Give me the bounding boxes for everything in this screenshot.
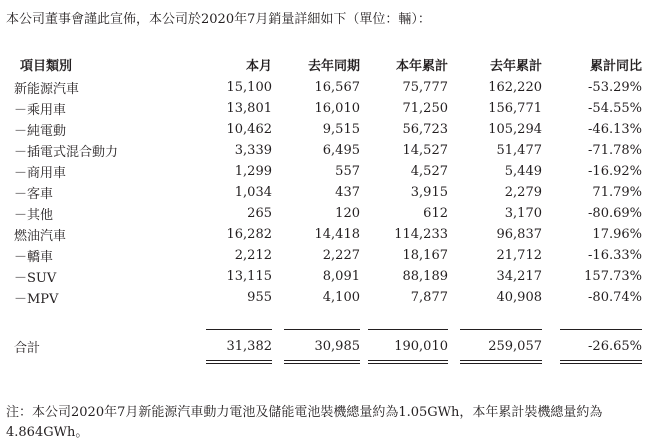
table-row [14, 203, 642, 224]
row-value: 2,212 [234, 248, 272, 263]
row-value: 9,515 [322, 122, 360, 137]
table-row [14, 77, 642, 98]
intro-text: 本公司董事會謹此宣佈，本公司於2020年7月銷量詳細如下（單位：輛）： [6, 12, 431, 27]
total-double-rule [14, 358, 642, 368]
row-category: －轎車 [14, 250, 54, 265]
row-value: 4,100 [322, 290, 360, 305]
row-value: 3,170 [504, 206, 542, 221]
table-row [14, 224, 642, 245]
table-row [14, 98, 642, 119]
total-this-month: 31,382 [226, 338, 272, 354]
row-value: -53.29% [588, 80, 642, 95]
row-value: 157.73% [584, 269, 642, 284]
row-value: 955 [247, 290, 272, 305]
row-category: 新能源汽車 [14, 82, 80, 97]
row-value: 18,167 [402, 248, 448, 263]
row-value: -71.78% [588, 143, 642, 158]
row-category: －純電動 [14, 124, 67, 139]
row-value: 2,227 [322, 248, 360, 263]
row-category: －其他 [14, 208, 54, 223]
row-value: 6,495 [322, 143, 360, 158]
row-value: 612 [423, 206, 448, 221]
table-row [14, 182, 642, 203]
header-ytd-yoy: 累計同比 [589, 59, 642, 74]
row-value: 16,567 [314, 80, 360, 95]
row-value: 96,837 [496, 227, 542, 242]
header-this-month: 本月 [245, 59, 272, 74]
row-value: 437 [335, 185, 360, 200]
sales-table [14, 50, 642, 368]
row-category: －乘用車 [14, 103, 67, 118]
row-value: 4,527 [410, 164, 448, 179]
total-label: 合計 [14, 340, 41, 356]
table-header-row [14, 50, 642, 77]
row-value: 2,279 [504, 185, 542, 200]
total-last-year-ytd: 259,057 [488, 338, 542, 354]
row-value: -54.55% [588, 101, 642, 116]
row-value: -16.92% [588, 164, 642, 179]
row-value: 56,723 [402, 122, 448, 137]
row-value: -80.74% [588, 290, 642, 305]
row-category: －SUV [14, 271, 57, 286]
row-value: 3,339 [234, 143, 272, 158]
row-value: 16,282 [226, 227, 272, 242]
row-value: 10,462 [226, 122, 272, 137]
row-value: 75,777 [402, 80, 448, 95]
total-ytd: 190,010 [394, 338, 448, 354]
row-value: 156,771 [488, 101, 542, 116]
row-category: －商用車 [14, 166, 67, 181]
subtotal-rule [14, 324, 642, 334]
header-ytd: 本年累計 [395, 59, 448, 74]
row-value: -80.69% [588, 206, 642, 221]
table-row [14, 287, 642, 308]
row-value: 105,294 [488, 122, 542, 137]
row-value: 14,418 [314, 227, 360, 242]
row-value: 557 [335, 164, 360, 179]
total-same-period: 30,985 [314, 338, 360, 354]
header-last-year-ytd: 去年累計 [489, 59, 542, 74]
row-value: 13,801 [226, 101, 272, 116]
row-value: 1,034 [234, 185, 272, 200]
row-value: 162,220 [488, 80, 542, 95]
row-category: －客車 [14, 187, 54, 202]
row-value: 34,217 [496, 269, 542, 284]
row-value: 15,100 [226, 80, 272, 95]
row-value: 40,908 [496, 290, 542, 305]
row-category: 燃油汽車 [14, 229, 67, 244]
row-value: 71.79% [592, 185, 642, 200]
total-yoy: -26.65% [588, 338, 642, 354]
row-value: 114,233 [394, 227, 448, 242]
table-row [14, 119, 642, 140]
table-row [14, 140, 642, 161]
row-category: －MPV [14, 292, 59, 307]
row-value: 13,115 [226, 269, 272, 284]
row-value: 51,477 [496, 143, 542, 158]
row-value: 120 [335, 206, 360, 221]
row-value: 71,250 [402, 101, 448, 116]
row-value: 16,010 [314, 101, 360, 116]
table-row-total [14, 334, 642, 358]
row-value: 1,299 [234, 164, 272, 179]
row-value: 21,712 [496, 248, 542, 263]
row-value: -16.33% [588, 248, 642, 263]
header-category: 項目類別 [20, 59, 73, 74]
row-value: 14,527 [402, 143, 448, 158]
header-same-period-last-year: 去年同期 [307, 59, 360, 74]
table-row [14, 161, 642, 182]
row-value: 5,449 [504, 164, 542, 179]
row-value: 8,091 [322, 269, 360, 284]
row-value: 3,915 [410, 185, 448, 200]
footnote: 注：本公司2020年7月新能源汽車動力電池及儲能電池裝機總量約為1.05GWh，本年累計裝機總量約為4.864GWh。 [6, 405, 603, 440]
row-value: 7,877 [410, 290, 448, 305]
row-value: -46.13% [588, 122, 642, 137]
row-value: 17.96% [592, 227, 642, 242]
table-row [14, 245, 642, 266]
row-value: 88,189 [402, 269, 448, 284]
row-value: 265 [247, 206, 272, 221]
row-category: －插電式混合動力 [14, 145, 119, 160]
table-row [14, 266, 642, 287]
